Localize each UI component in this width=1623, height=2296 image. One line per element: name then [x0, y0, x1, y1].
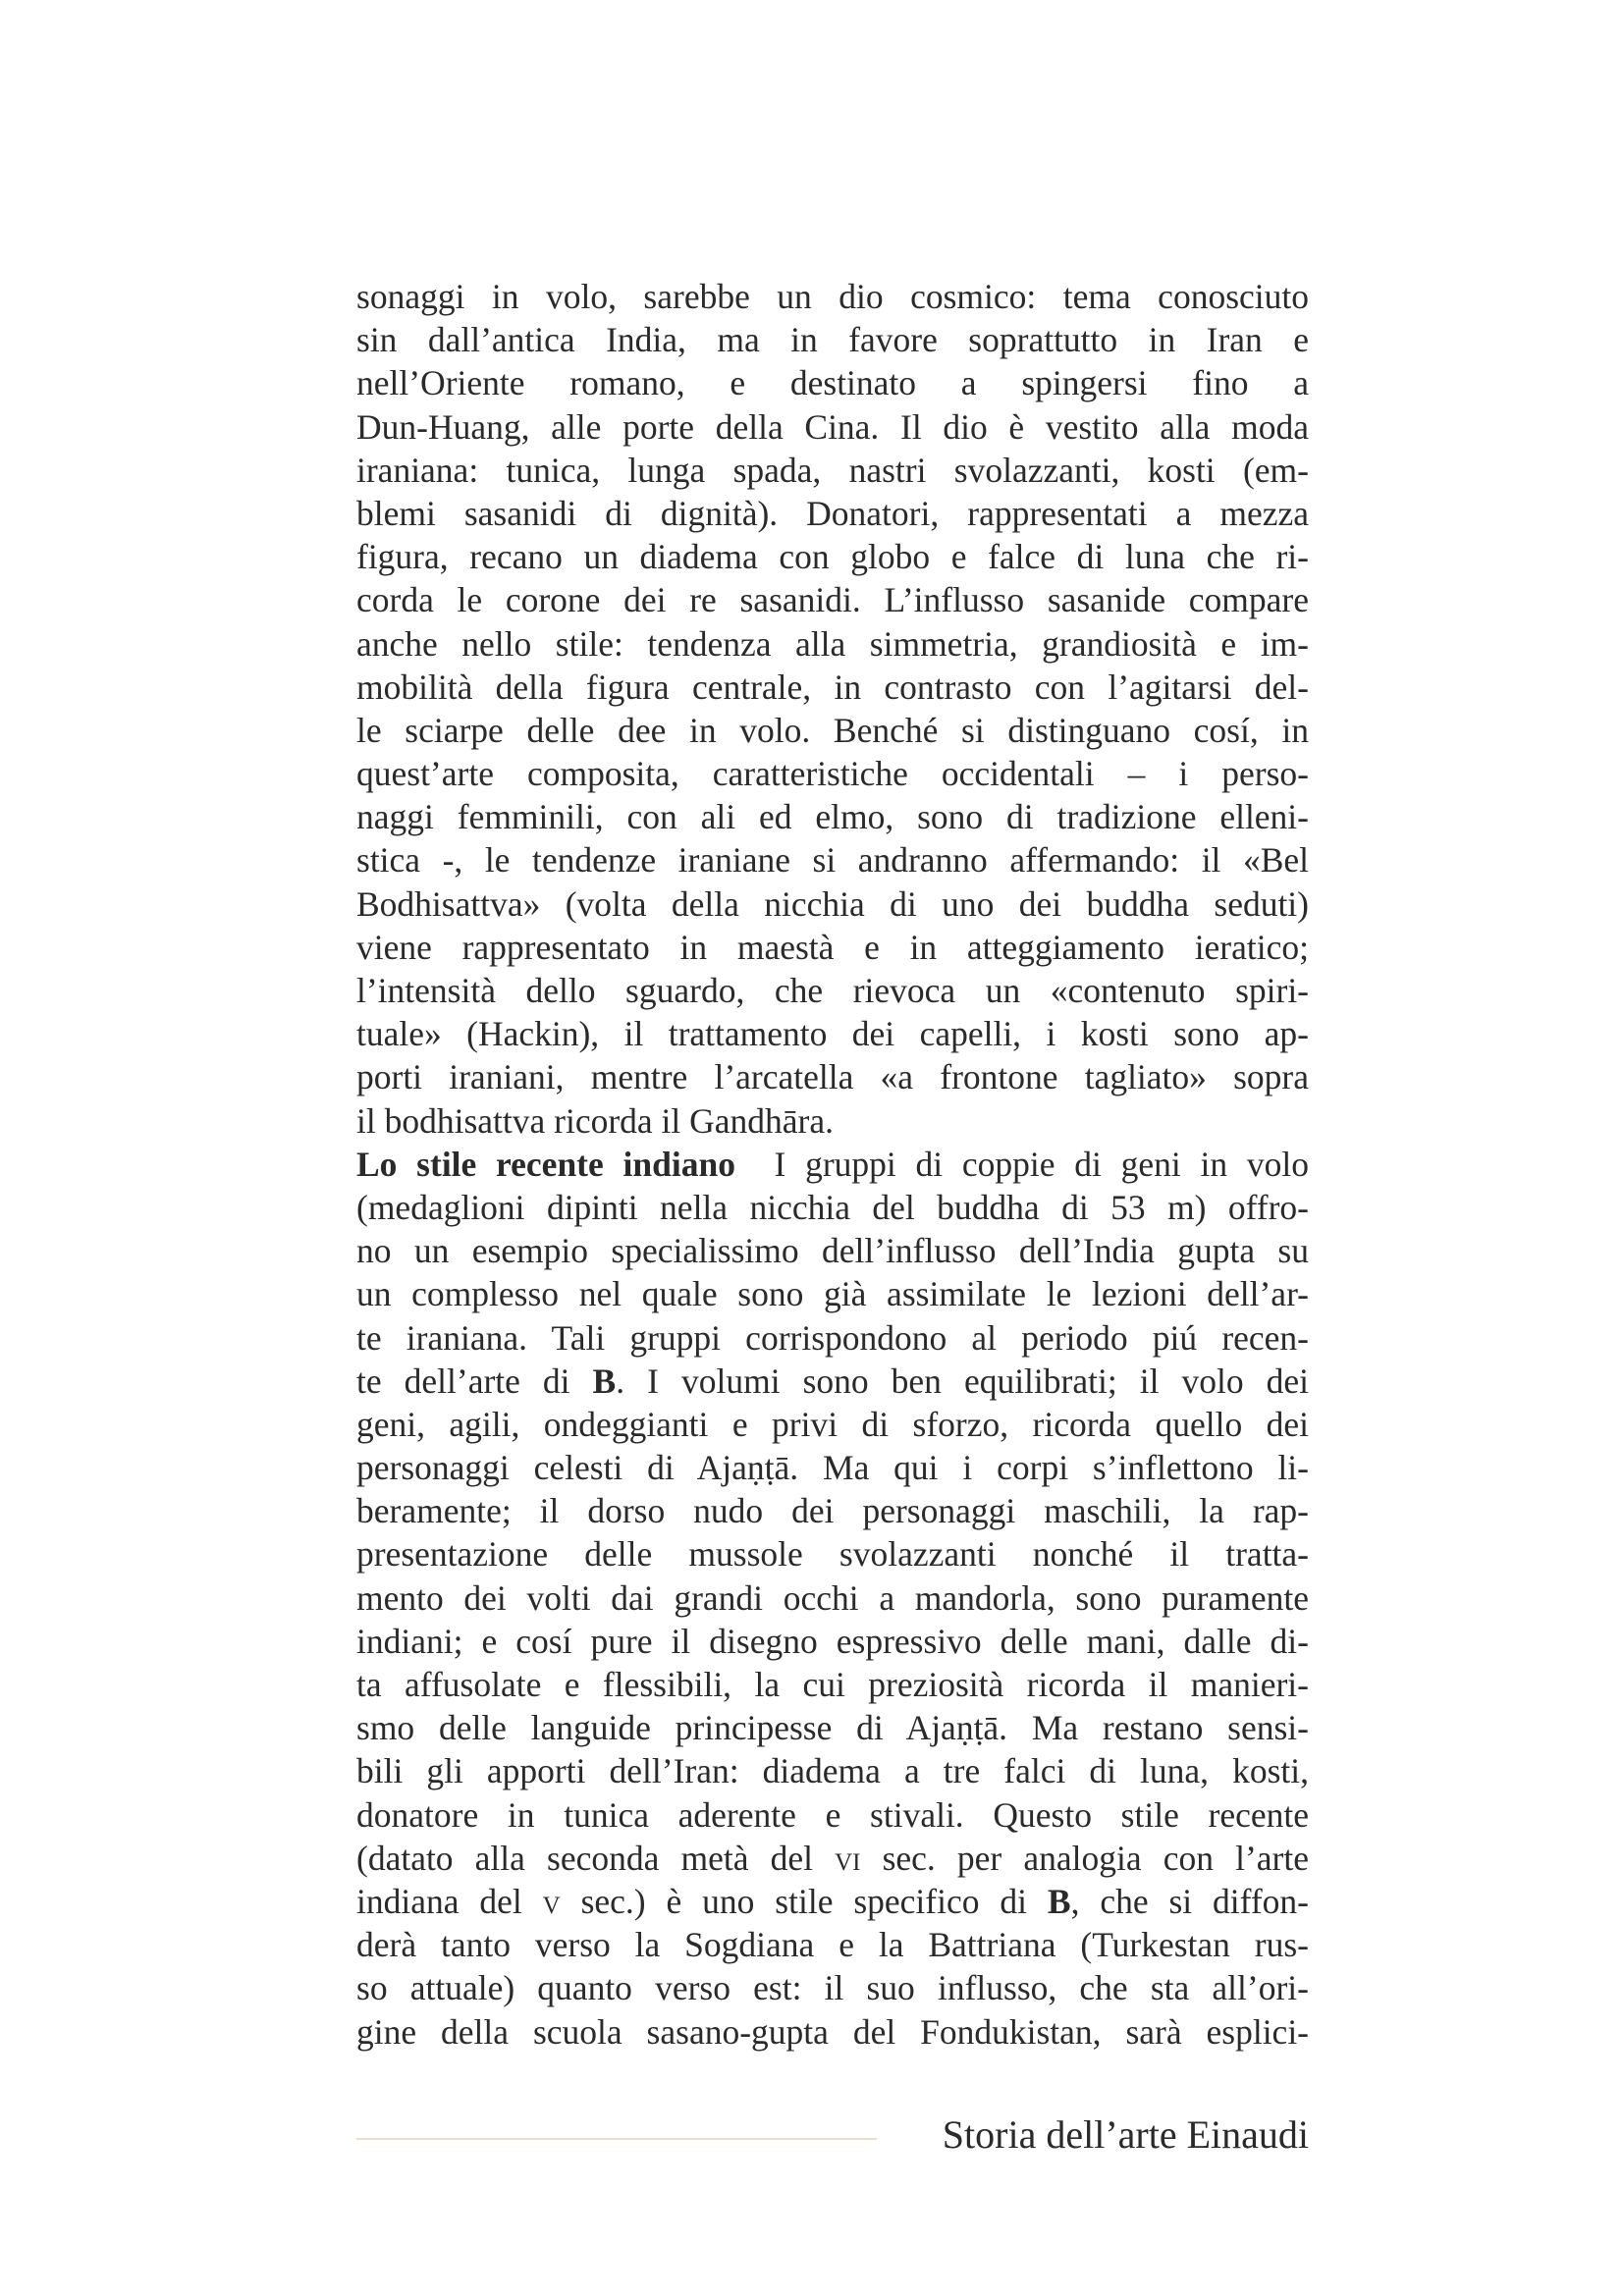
section-heading-line	[356, 1143, 1309, 1186]
text-line: indiani; e cosí pure il disegno espressivo delle mani, dalle di-	[356, 1621, 1309, 1661]
text-line: smo delle languide principesse di Ajaṇṭā. Ma restano sensi-	[356, 1708, 1309, 1748]
text-line: sin dall’antica India, ma in favore soprattutto in Iran e	[356, 320, 1309, 360]
text-line: corda le corone dei re sasanidi. L’influsso sasanide compare	[356, 580, 1309, 620]
text-line: blemi sasanidi di dignità). Donatori, rappresentati a mezza	[356, 493, 1309, 533]
footer-title: Storia dell’arte Einaudi	[942, 2112, 1309, 2157]
century-numeral: v	[542, 1881, 561, 1921]
text-line: Bodhisattva» (volta della nicchia di uno dei buddha seduti)	[356, 883, 1309, 924]
text-line: bili gli apporti dell’Iran: diadema a tre falci di luna, kosti,	[356, 1751, 1309, 1791]
text-line: figura, recano un diadema con globo e falce di luna che ri-	[356, 537, 1309, 577]
text-line	[356, 1880, 1309, 1923]
text-line: Dun-Huang, alle porte della Cina. Il dio è vestito alla moda	[356, 406, 1309, 447]
text-line: so attuale) quanto verso est: il suo influsso, che sta all’ori-	[356, 1968, 1309, 2008]
text-line: un complesso nel quale sono già assimilate le lezioni dell’ar-	[356, 1274, 1309, 1314]
century-numeral: vi	[835, 1838, 861, 1878]
text-run: indiana del	[356, 1881, 543, 1921]
site-letter: B	[1047, 1881, 1071, 1921]
text-line: iraniana: tunica, lunga spada, nastri svolazzanti, kosti (em-	[356, 450, 1309, 490]
text-run: . I volumi sono ben equilibrati; il volo dei	[616, 1361, 1309, 1401]
text-line: nell’Oriente romano, e destinato a spingersi fino a	[356, 363, 1309, 403]
text-line: stica -, le tendenze iraniane si andranno affermando: il «Bel	[356, 840, 1309, 881]
text-line: no un esempio specialissimo dell’influsso dell’India gupta su	[356, 1231, 1309, 1271]
text-run: I gruppi di coppie di geni in volo	[774, 1144, 1309, 1184]
text-line: presentazione delle mussole svolazzanti nonché il tratta-	[356, 1534, 1309, 1575]
text-line: beramente; il dorso nudo dei personaggi maschili, la rap-	[356, 1491, 1309, 1531]
text-line: ta affusolate e flessibili, la cui preziosità ricorda il manieri-	[356, 1665, 1309, 1704]
text-line: viene rappresentato in maestà e in atteggiamento ieratico;	[356, 927, 1309, 967]
text-line: donatore in tunica aderente e stivali. Questo stile recente	[356, 1794, 1309, 1835]
body-text	[356, 275, 1309, 2054]
text-line: le sciarpe delle dee in volo. Benché si distinguano cosí, in	[356, 710, 1309, 750]
text-line	[356, 1360, 1309, 1403]
text-line: porti iraniani, mentre l’arcatella «a frontone tagliato» sopra	[356, 1057, 1309, 1097]
text-line: gine della scuola sasano-gupta del Fondukistan, sarà esplici-	[356, 2011, 1309, 2052]
text-run: te dell’arte di	[356, 1361, 593, 1401]
text-line	[356, 1837, 1309, 1880]
text-run: , che si diffon-	[1070, 1881, 1309, 1921]
text-line: anche nello stile: tendenza alla simmetria, grandiosità e im-	[356, 623, 1309, 664]
text-line: mobilità della figura centrale, in contrasto con l’agitarsi del-	[356, 667, 1309, 707]
text-line: il bodhisattva ricorda il Gandhāra.	[356, 1100, 834, 1141]
text-line: naggi femminili, con ali ed elmo, sono di tradizione elleni-	[356, 797, 1309, 837]
footer-divider	[356, 2138, 877, 2140]
text-line: quest’arte composita, caratteristiche occidentali – i perso-	[356, 754, 1309, 794]
text-line: l’intensità dello sguardo, che rievoca un «contenuto spiri-	[356, 971, 1309, 1010]
site-letter: B	[592, 1361, 617, 1401]
text-line: tuale» (Hackin), il trattamento dei capelli, i kosti sono ap-	[356, 1014, 1309, 1054]
text-line: personaggi celesti di Ajaṇṭā. Ma qui i corpi s’inflettono li-	[356, 1448, 1309, 1488]
text-line: sonaggi in volo, sarebbe un dio cosmico: tema conosciuto	[356, 277, 1309, 316]
text-line: geni, agili, ondeggianti e privi di sforzo, ricorda quello dei	[356, 1404, 1309, 1444]
text-run: sec.) è uno stile specifico di	[560, 1881, 1048, 1921]
section-heading: Lo stile recente indiano	[356, 1144, 735, 1184]
text-line: derà tanto verso la Sogdiana e la Battriana (Turkestan rus-	[356, 1925, 1309, 1965]
text-line: te iraniana. Tali gruppi corrispondono al periodo piú recen-	[356, 1317, 1309, 1358]
text-line: mento dei volti dai grandi occhi a mandorla, sono puramente	[356, 1577, 1309, 1618]
text-line: (medaglioni dipinti nella nicchia del buddha di 53 m) offro-	[356, 1187, 1309, 1227]
text-run: (datato alla seconda metà del	[356, 1838, 836, 1878]
text-run: sec. per analogia con l’arte	[860, 1838, 1309, 1878]
